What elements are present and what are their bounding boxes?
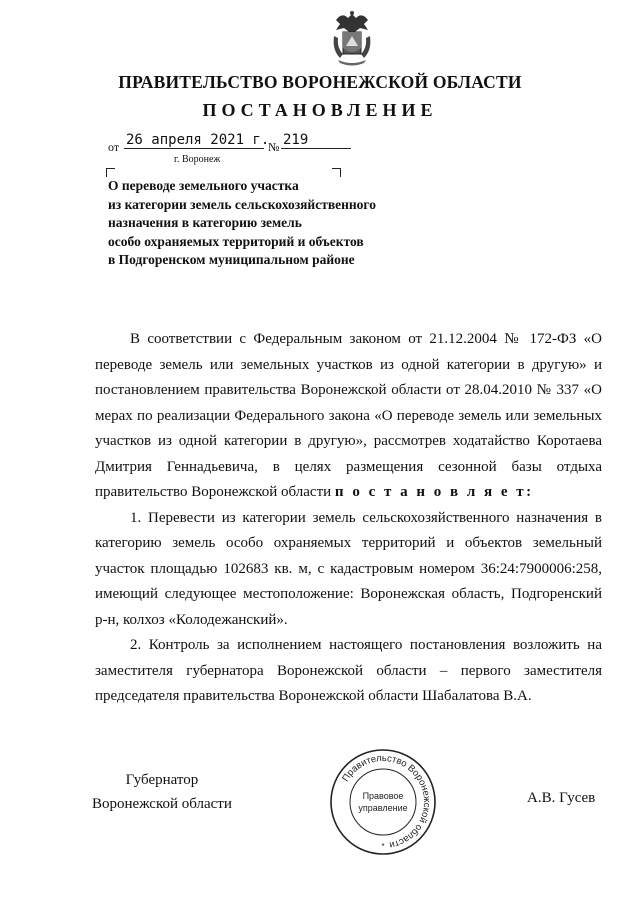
date-underline — [124, 148, 264, 149]
preamble-paragraph — [95, 327, 602, 506]
svg-text:Правительство Воронежской обла: Правительство Воронежской области — [340, 752, 433, 851]
signer-role-line: Губернатор — [125, 772, 199, 788]
subject-line: О переводе земельного участка — [108, 178, 299, 193]
decree-date: 26 апреля 2021 г. — [126, 132, 270, 148]
subject-line: назначения в категорию земель — [108, 215, 302, 230]
signer-role — [92, 768, 232, 816]
subject-corner-left — [106, 168, 115, 177]
item-1: 1. Перевести из категории земель сельскохозяйственного назначения в категорию земель особо охраняемых территорий и объектов земельный участок площадью 102683 кв. м, с кадастровым номером 36:24:7900006:258, имеющий следующее местоположение: Воронежская область, Подгоренский р-н, колхоз «Колодежанский». — [95, 509, 602, 628]
number-sign: № — [268, 140, 280, 154]
svg-text:Правовое: Правовое — [362, 791, 404, 801]
subject-line: в Подгоренском муниципальном районе — [108, 252, 355, 267]
date-prefix: от — [108, 140, 120, 154]
signer-name: А.В. Гусев — [527, 790, 596, 806]
decree-number: 219 — [283, 132, 309, 148]
decree-subject — [108, 177, 428, 270]
subject-line: особо охраняемых территорий и объектов — [108, 233, 364, 249]
preamble-text: В соответствии с Федеральным законом от 21.12.2004 № 172-ФЗ «О переводе земель или земельных участков из одной категории в другую» и постановлением правительства Воронежской области от 28.04.2010 № 337 «О мерах по реализации Федерального закона «О переводе земель или земельных участков из одной категории в другую», рассмотрев ходатайство Коротаева Дмитрия Геннадьевича, в целях размещения сезонной базы отдыха правительство Воронежской области — [95, 331, 602, 500]
government-name: ПРАВИТЕЛЬСТВО ВОРОНЕЖСКОЙ ОБЛАСТИ — [118, 72, 522, 92]
item-2: 2. Контроль за исполнением настоящего постановления возложить на заместителя губернатора Воронежской области – первого заместителя председателя правительства Воронежской области Шабалатова В.А. — [95, 637, 602, 704]
document-type-title: ПОСТАНОВЛЕНИЕ — [202, 100, 438, 120]
number-underline — [281, 148, 351, 149]
signer-role-line: Воронежской области — [92, 796, 232, 812]
subject-line: из категории земель сельскохозяйственного — [108, 196, 376, 212]
subject-corner-right — [332, 168, 341, 177]
city-name: г. Воронеж — [174, 154, 221, 165]
decree-body — [95, 327, 602, 710]
resolves-word: п о с т а н о в л я е т: — [334, 484, 534, 500]
svg-text:управление: управление — [358, 803, 408, 813]
coat-of-arms-icon — [330, 10, 374, 66]
official-stamp — [328, 747, 438, 857]
svg-text:*: * — [381, 842, 385, 851]
date-number-row — [108, 132, 368, 154]
